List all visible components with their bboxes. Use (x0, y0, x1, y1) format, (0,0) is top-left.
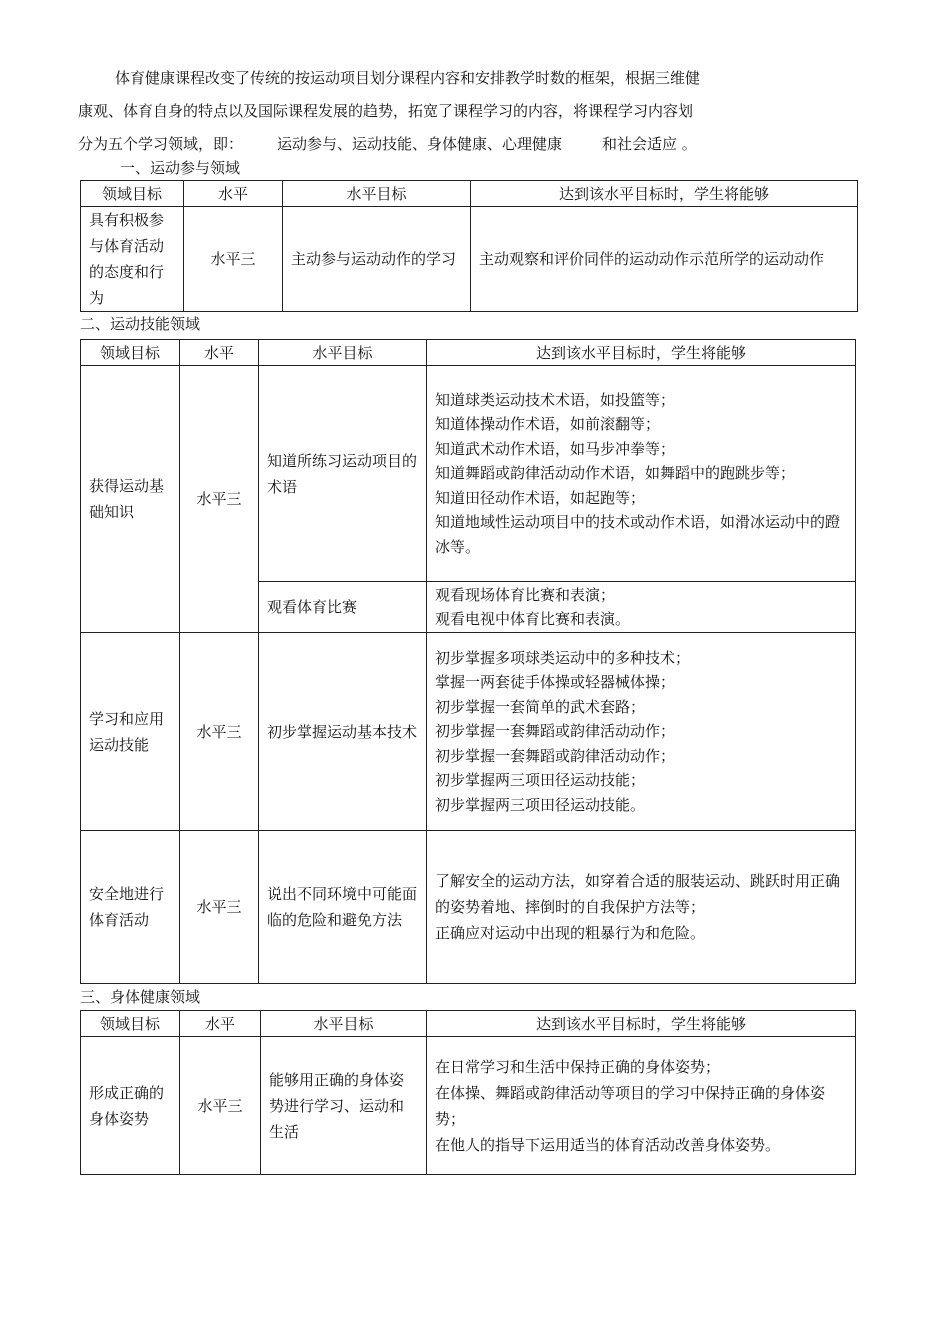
table-row (81, 366, 856, 582)
outcome-line: 知道体操动作术语，如前滚翻等； (435, 415, 661, 434)
header-outcome: 达到该水平目标时，学生将能够 (471, 181, 858, 207)
outcome-line: 知道球类运动技术术语，如投篮等； (435, 390, 676, 409)
cell-level-goal: 知道所练习运动项目的术语 (259, 366, 427, 582)
intro-line-3-b: 运动参与、运动技能、身体健康、心理健康 (277, 135, 563, 153)
cell-goal: 具有积极参与体育活动的态度和行为 (81, 207, 184, 312)
cell-outcome (427, 366, 856, 582)
header-outcome: 达到该水平目标时，学生将能够 (427, 1011, 856, 1037)
cell-level: 水平三 (180, 831, 259, 984)
cell-outcome (427, 633, 856, 831)
intro-line-3-c: 和社会适应 。 (602, 135, 697, 153)
intro-line-1: 体育健康课程改变了传统的按运动项目划分课程内容和安排教学时数的框架，根据三维健 (115, 69, 701, 87)
intro-line-2: 康观、体育自身的特点以及国际课程发展的趋势，拓宽了课程学习的内容，将课程学习内容划 (78, 102, 694, 120)
outcome-line: 观看电视中体育比赛和表演。 (435, 610, 631, 628)
outcome-line: 初步掌握一套舞蹈或韵律活动动作； (435, 722, 676, 741)
intro-line-3-a: 分为五个学习领域，即： (78, 135, 244, 153)
table-row (81, 1037, 856, 1175)
table-header-row (81, 181, 858, 207)
outcome-line: 在体操、舞蹈或韵律活动等项目的学习中保持正确的身体姿势； (435, 1083, 826, 1128)
section-title-health: 三、身体健康领域 (80, 988, 201, 1006)
intro-paragraph (78, 62, 794, 161)
header-level: 水平 (184, 181, 283, 207)
table-row (81, 633, 856, 831)
cell-level-goal: 能够用正确的身体姿势进行学习、运动和生活 (261, 1037, 427, 1175)
outcome-line: 了解安全的运动方法，如穿着合适的服装运动、跳跃时用正确的姿势着地、摔倒时的自我保护方法等； (435, 872, 841, 916)
cell-outcome: 主动观察和评价同伴的运动动作示范所学的运动动作 (471, 207, 858, 312)
cell-level-goal: 观看体育比赛 (259, 582, 427, 633)
cell-level: 水平三 (180, 366, 259, 633)
cell-outcome (427, 582, 856, 633)
header-level: 水平 (180, 1011, 261, 1037)
outcome-line: 知道舞蹈或韵律活动动作术语，如舞蹈中的跑跳步等； (435, 464, 796, 483)
section-title-skills: 二、运动技能领域 (80, 315, 201, 333)
outcome-line: 初步掌握一套舞蹈或韵律活动动作； (435, 746, 676, 765)
cell-level: 水平三 (180, 1037, 261, 1175)
header-goal: 领域目标 (81, 340, 180, 366)
outcome-line: 观看现场体育比赛和表演； (435, 585, 616, 604)
section-title-participation: 一、运动参与领域 (120, 159, 241, 177)
cell-level: 水平三 (180, 633, 259, 831)
header-level-goal: 水平目标 (283, 181, 471, 207)
outcome-line: 正确应对运动中出现的粗暴行为和危险。 (435, 924, 706, 942)
outcome-line: 知道地域性运动项目中的技术或动作术语，如滑冰运动中的蹬冰等。 (435, 513, 841, 556)
outcome-line: 初步掌握两三项田径运动技能； (435, 771, 646, 790)
header-goal: 领域目标 (81, 181, 184, 207)
outcome-line: 掌握一两套徒手体操或轻器械体操； (435, 673, 676, 692)
outcome-line: 初步掌握两三项田径运动技能。 (435, 795, 646, 814)
cell-level-goal: 主动参与运动动作的学习 (283, 207, 471, 312)
table-row (81, 207, 858, 312)
header-level-goal: 水平目标 (259, 340, 427, 366)
outcome-line: 初步掌握一套简单的武术套路； (435, 697, 646, 716)
outcome-line: 在他人的指导下运用适当的体育活动改善身体姿势。 (435, 1135, 781, 1154)
table-skills (80, 339, 856, 984)
cell-level-goal: 说出不同环境中可能面临的危险和避免方法 (259, 831, 427, 984)
cell-goal: 安全地进行体育活动 (81, 831, 180, 984)
header-level: 水平 (180, 340, 259, 366)
table-participation (80, 180, 858, 312)
header-goal: 领域目标 (81, 1011, 180, 1037)
cell-outcome (427, 1037, 856, 1175)
outcome-line: 知道田径动作术语，如起跑等； (435, 488, 646, 507)
cell-outcome (427, 831, 856, 984)
outcome-line: 在日常学习和生活中保持正确的身体姿势； (435, 1057, 721, 1076)
cell-goal: 学习和应用运动技能 (81, 633, 180, 831)
outcome-line: 知道武术动作术语，如马步冲拳等； (435, 439, 676, 458)
table-header-row (81, 340, 856, 366)
table-row (81, 831, 856, 984)
cell-level-goal: 初步掌握运动基本技术 (259, 633, 427, 831)
header-outcome: 达到该水平目标时，学生将能够 (427, 340, 856, 366)
cell-level: 水平三 (184, 207, 283, 312)
cell-goal: 获得运动基础知识 (81, 366, 180, 633)
outcome-line: 初步掌握多项球类运动中的多种技术； (435, 648, 691, 667)
header-level-goal: 水平目标 (261, 1011, 427, 1037)
intro-line-3 (78, 128, 794, 161)
cell-goal: 形成正确的身体姿势 (81, 1037, 180, 1175)
table-health (80, 1010, 856, 1175)
table-header-row (81, 1011, 856, 1037)
